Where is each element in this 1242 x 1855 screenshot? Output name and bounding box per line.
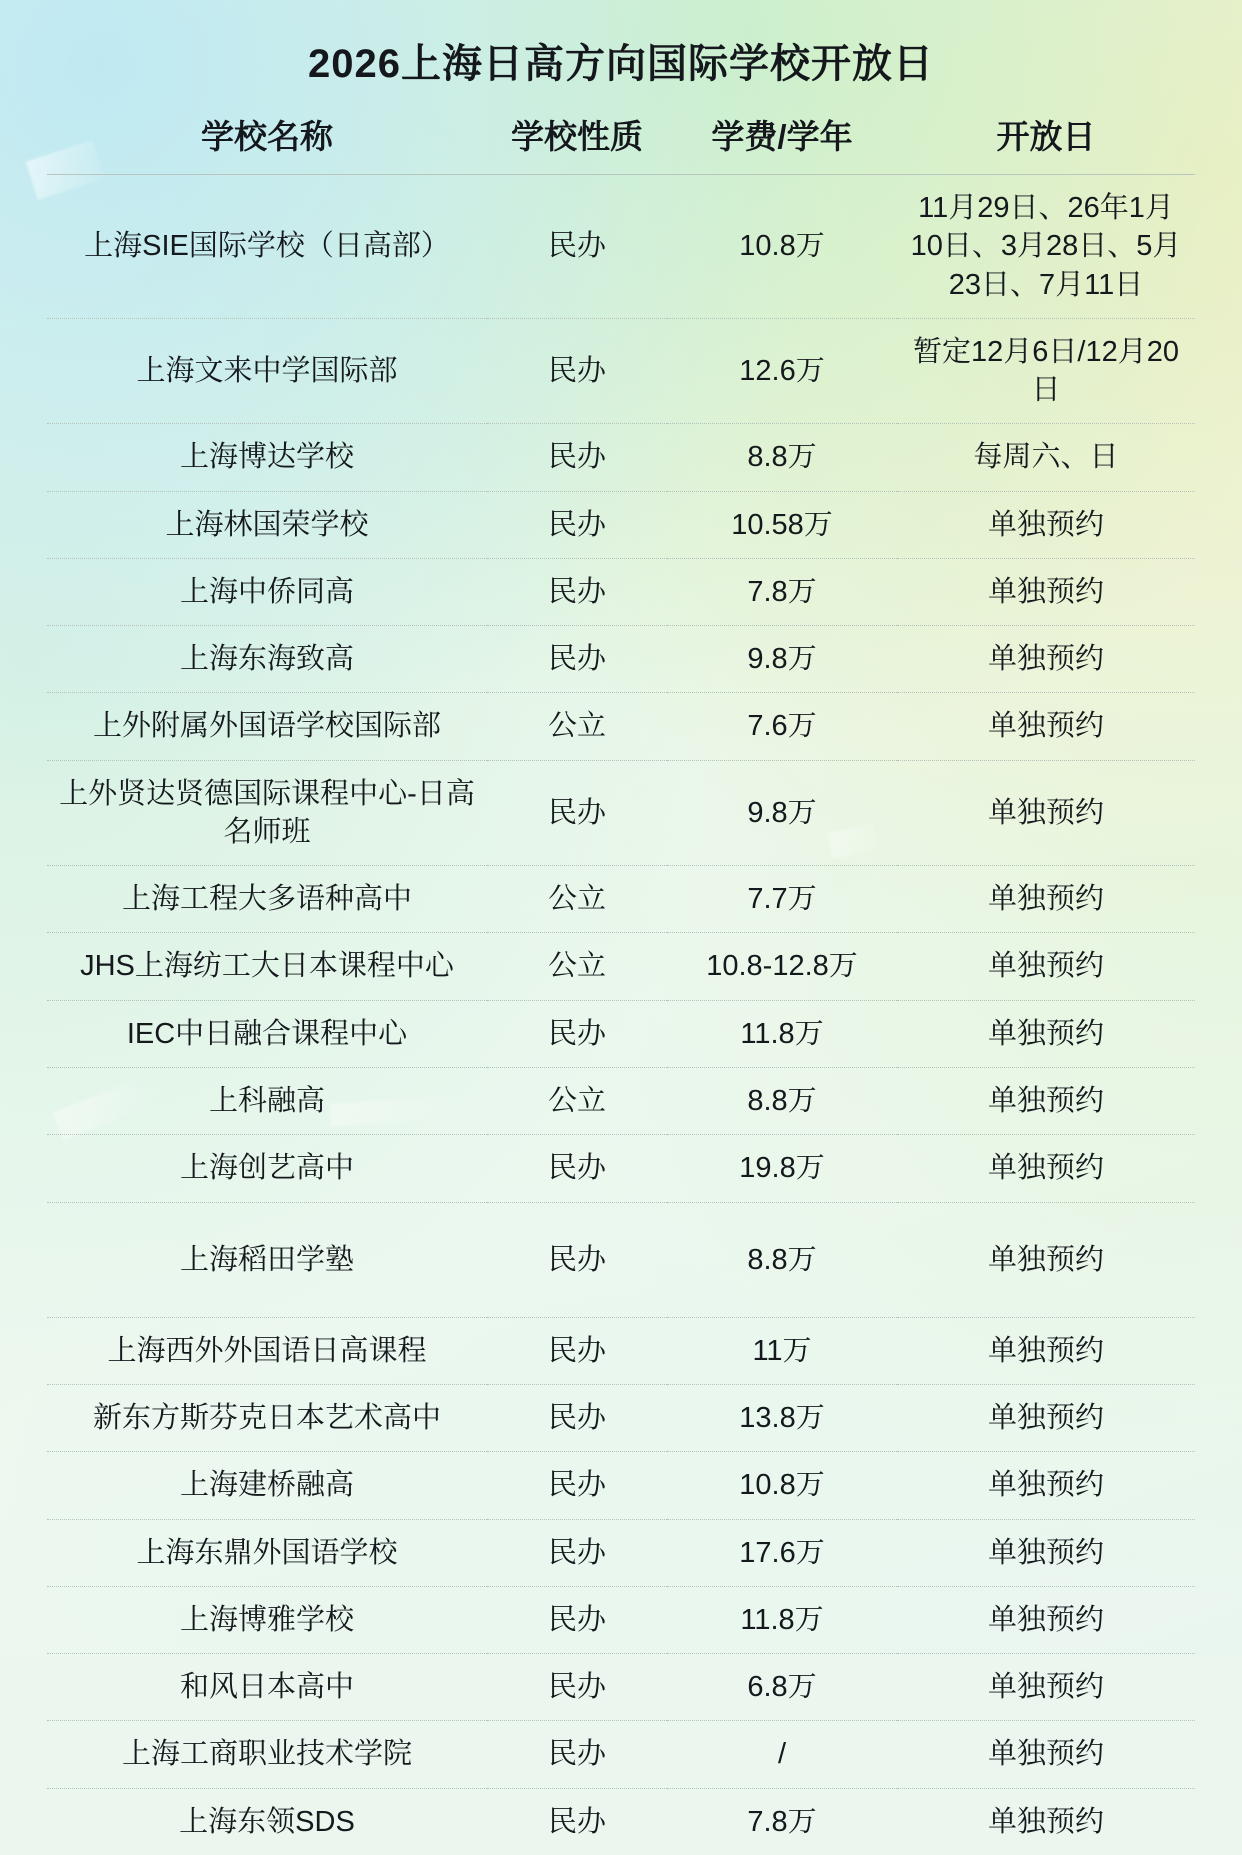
cell-tuition: 8.8万 bbox=[667, 424, 897, 491]
column-header-school-name: 学校名称 bbox=[47, 103, 487, 175]
cell-school-type: 民办 bbox=[487, 760, 667, 866]
cell-school-name: 上海文来中学国际部 bbox=[47, 318, 487, 424]
table-row bbox=[47, 1067, 1195, 1134]
cell-school-type: 公立 bbox=[487, 1067, 667, 1134]
table-row bbox=[47, 1788, 1195, 1855]
cell-school-type: 民办 bbox=[487, 1519, 667, 1586]
cell-tuition: 13.8万 bbox=[667, 1385, 897, 1452]
table-row bbox=[47, 558, 1195, 625]
cell-school-type: 民办 bbox=[547, 1805, 606, 1838]
cell-open-day: 11月29日、26年1月10日、3月28日、5月23日、7月11日 bbox=[897, 175, 1195, 319]
cell-school-name: 上海西外外国语日高课程 bbox=[47, 1317, 487, 1384]
cell-tuition: 19.8万 bbox=[667, 1135, 897, 1202]
cell-open-day: 单独预约 bbox=[897, 491, 1195, 558]
cell-open-day: 单独预约 bbox=[897, 1000, 1195, 1067]
cell-open-day: 单独预约 bbox=[897, 1067, 1195, 1134]
table-row bbox=[47, 626, 1195, 693]
cell-school-type: 民办 bbox=[487, 558, 667, 625]
table-row bbox=[47, 1385, 1195, 1452]
cell-school-type: 民办 bbox=[487, 491, 667, 558]
cell-open-day: 单独预约 bbox=[897, 760, 1195, 866]
column-header-school-type: 学校性质 bbox=[487, 103, 667, 175]
cell-tuition: 10.8万 bbox=[667, 175, 897, 319]
cell-school-name: 上外贤达贤德国际课程中心-日高名师班 bbox=[47, 760, 487, 866]
cell-tuition: 10.8万 bbox=[667, 1452, 897, 1519]
cell-school-name: 上海东鼎外国语学校 bbox=[47, 1519, 487, 1586]
cell-school-type: 公立 bbox=[487, 866, 667, 933]
cell-open-day: 单独预约 bbox=[897, 1385, 1195, 1452]
cell-school-type: 公立 bbox=[487, 933, 667, 1000]
page-title: 2026上海日高方向国际学校开放日 bbox=[308, 42, 934, 86]
cell-tuition: 11.8万 bbox=[667, 1000, 897, 1067]
cell-school-type: 民办 bbox=[487, 1202, 667, 1317]
cell-school-type: 民办 bbox=[487, 424, 667, 491]
table-row bbox=[47, 491, 1195, 558]
cell-school-name: 上海林国荣学校 bbox=[47, 491, 487, 558]
cell-open-day: 单独预约 bbox=[897, 1452, 1195, 1519]
cell-school-type: 民办 bbox=[487, 1317, 667, 1384]
cell-school-name: 上海博达学校 bbox=[47, 424, 487, 491]
table-row bbox=[47, 1586, 1195, 1653]
cell-open-day: 单独预约 bbox=[897, 1317, 1195, 1384]
cell-school-name: 上海SIE国际学校（日高部） bbox=[47, 175, 487, 319]
cell-open-day: 单独预约 bbox=[897, 693, 1195, 760]
cell-tuition: 17.6万 bbox=[667, 1519, 897, 1586]
table-row bbox=[47, 1000, 1195, 1067]
cell-tuition: 7.7万 bbox=[667, 866, 897, 933]
table-row bbox=[47, 1135, 1195, 1202]
cell-open-day: 单独预约 bbox=[897, 933, 1195, 1000]
table-row bbox=[47, 760, 1195, 866]
cell-school-type: 民办 bbox=[487, 175, 667, 319]
table-row bbox=[47, 318, 1195, 424]
cell-tuition: 8.8万 bbox=[667, 1067, 897, 1134]
cell-open-day: 单独预约 bbox=[897, 1654, 1195, 1721]
cell-tuition: 7.6万 bbox=[667, 693, 897, 760]
cell-tuition: 11.8万 bbox=[667, 1586, 897, 1653]
cell-school-name: 上海东领SDS bbox=[179, 1805, 355, 1838]
table-row bbox=[47, 1654, 1195, 1721]
cell-tuition: 7.8万 bbox=[747, 1805, 817, 1838]
cell-open-day: 每周六、日 bbox=[897, 424, 1195, 491]
cell-school-type: 公立 bbox=[487, 693, 667, 760]
table-header-row bbox=[47, 103, 1195, 175]
cell-open-day: 单独预约 bbox=[897, 1519, 1195, 1586]
cell-tuition: 12.6万 bbox=[667, 318, 897, 424]
table-row bbox=[47, 424, 1195, 491]
table-row bbox=[47, 1452, 1195, 1519]
cell-school-type: 民办 bbox=[487, 1452, 667, 1519]
cell-school-name: 上海创艺高中 bbox=[47, 1135, 487, 1202]
cell-school-name: 上海稻田学塾 bbox=[47, 1202, 487, 1317]
cell-tuition: 7.8万 bbox=[667, 558, 897, 625]
cell-school-type: 民办 bbox=[487, 1721, 667, 1788]
cell-school-name: 和风日本高中 bbox=[47, 1654, 487, 1721]
table-row bbox=[47, 1202, 1195, 1317]
cell-open-day: 单独预约 bbox=[987, 1805, 1104, 1838]
cell-tuition: 10.8-12.8万 bbox=[667, 933, 897, 1000]
cell-open-day: 单独预约 bbox=[897, 558, 1195, 625]
cell-school-type: 民办 bbox=[487, 318, 667, 424]
cell-tuition: 9.8万 bbox=[667, 760, 897, 866]
cell-school-type: 民办 bbox=[487, 1135, 667, 1202]
cell-school-name: JHS上海纺工大日本课程中心 bbox=[47, 933, 487, 1000]
table-row bbox=[47, 1317, 1195, 1384]
cell-school-name: IEC中日融合课程中心 bbox=[47, 1000, 487, 1067]
cell-tuition: 10.58万 bbox=[667, 491, 897, 558]
cell-tuition: 8.8万 bbox=[667, 1202, 897, 1317]
cell-school-name: 上海东海致高 bbox=[47, 626, 487, 693]
cell-open-day: 单独预约 bbox=[897, 866, 1195, 933]
cell-school-type: 民办 bbox=[487, 1654, 667, 1721]
table-row bbox=[47, 1721, 1195, 1788]
cell-school-name: 上外附属外国语学校国际部 bbox=[47, 693, 487, 760]
table-row bbox=[47, 933, 1195, 1000]
cell-school-name: 上海工商职业技术学院 bbox=[47, 1721, 487, 1788]
cell-school-type: 民办 bbox=[487, 1385, 667, 1452]
cell-tuition: 9.8万 bbox=[667, 626, 897, 693]
cell-open-day: 单独预约 bbox=[897, 626, 1195, 693]
cell-school-name: 上海工程大多语种高中 bbox=[47, 866, 487, 933]
cell-school-name: 上海博雅学校 bbox=[47, 1586, 487, 1653]
table-row bbox=[47, 175, 1195, 319]
cell-school-type: 民办 bbox=[487, 1000, 667, 1067]
cell-open-day: 暂定12月6日/12月20日 bbox=[897, 318, 1195, 424]
cell-school-name: 新东方斯芬克日本艺术高中 bbox=[47, 1385, 487, 1452]
cell-school-name: 上科融高 bbox=[47, 1067, 487, 1134]
cell-open-day: 单独预约 bbox=[897, 1586, 1195, 1653]
table-row bbox=[47, 693, 1195, 760]
cell-open-day: 单独预约 bbox=[897, 1135, 1195, 1202]
schools-table bbox=[47, 103, 1195, 1855]
cell-open-day: 单独预约 bbox=[897, 1202, 1195, 1317]
table-row bbox=[47, 1519, 1195, 1586]
cell-tuition: 6.8万 bbox=[667, 1654, 897, 1721]
cell-school-type: 民办 bbox=[487, 626, 667, 693]
cell-school-name: 上海中侨同高 bbox=[47, 558, 487, 625]
column-header-tuition: 学费/学年 bbox=[667, 103, 897, 175]
cell-tuition: 11万 bbox=[667, 1317, 897, 1384]
cell-tuition: / bbox=[667, 1721, 897, 1788]
cell-open-day: 单独预约 bbox=[897, 1721, 1195, 1788]
table-row bbox=[47, 866, 1195, 933]
cell-school-name: 上海建桥融高 bbox=[47, 1452, 487, 1519]
column-header-open-day: 开放日 bbox=[897, 103, 1195, 175]
cell-school-type: 民办 bbox=[487, 1586, 667, 1653]
